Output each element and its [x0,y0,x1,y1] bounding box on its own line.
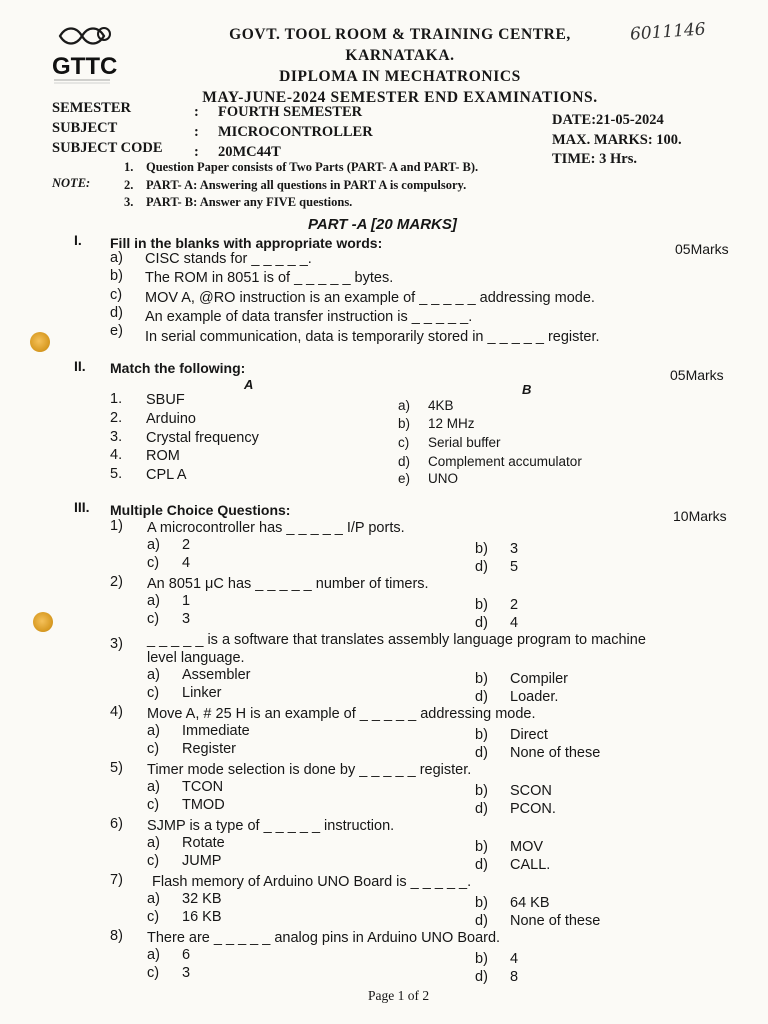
mcq-option-letter: d) [475,801,488,817]
mcq-option-text: CALL. [510,857,551,873]
mcq-question-text: There are _ _ _ _ _ analog pins in Arduino UNO Board. [147,930,501,946]
mcq-option-letter: d) [475,913,488,929]
mcq-option-text: Assembler [182,667,251,683]
fill-letter-c: c) [110,287,123,303]
match-right-text-d: Complement accumulator [428,454,582,469]
punch-hole-top [30,332,50,352]
header-exam: MAY-JUNE-2024 SEMESTER END EXAMINATIONS. [202,89,598,106]
mcq-option-text: 16 KB [182,909,222,925]
mcq-option-text: 64 KB [510,895,550,911]
mcq-number: 7) [110,872,123,888]
note-label: NOTE: [52,176,91,190]
mcq-option-letter: c) [147,685,160,701]
code-label: SUBJECT CODE [52,140,163,156]
exam-time: TIME: 3 Hrs. [552,151,637,167]
fill-letter-d: d) [110,305,123,321]
fill-text-d: An example of data transfer instruction is _ _ _ _ _. [145,309,473,325]
mcq-option-text: 3 [182,965,191,981]
mcq-number: 1) [110,518,123,534]
match-left-text-3: Crystal frequency [146,430,259,446]
mcq-number: 5) [110,760,123,776]
note-num-3: 3. [124,195,134,209]
note-text-1: Question Paper consists of Two Parts (PART- A and PART- B). [146,160,479,174]
header-institute: GOVT. TOOL ROOM & TRAINING CENTRE, [229,26,571,43]
match-right-text-c: Serial buffer [428,435,501,450]
section-1-number: I. [74,232,82,248]
mcq-question-text: A microcontroller has _ _ _ _ _ I/P ports. [147,520,405,536]
mcq-option-text: 32 KB [182,891,222,907]
mcq-option-letter: b) [475,671,488,687]
mcq-option-letter: a) [147,537,160,553]
section-1-title: Fill in the blanks with appropriate words: [110,235,383,251]
mcq-option-text: Register [182,741,236,757]
mcq-option-text: 1 [182,593,191,609]
mcq-option-text: 6 [182,947,191,963]
mcq-option-text: 8 [510,969,519,985]
mcq-question-text: SJMP is a type of _ _ _ _ _ instruction. [147,818,395,834]
mcq-option-text: JUMP [182,853,222,869]
mcq-question-text: Timer mode selection is done by _ _ _ _ _ register. [147,762,472,778]
mcq-question-text: _ _ _ _ _ is a software that translates assembly language program to machine [147,632,646,648]
match-column-a-header: A [244,377,254,392]
mcq-option-text: 3 [182,611,191,627]
mcq-option-letter: a) [147,947,160,963]
match-left-num-3: 3. [110,429,123,445]
note-num-2: 2. [124,178,134,192]
subject-colon: : [194,124,199,140]
note-num-1: 1. [124,160,134,174]
mcq-option-letter: d) [475,689,488,705]
section-2-title: Match the following: [110,360,246,376]
subject-label: SUBJECT [52,120,118,136]
mcq-option-letter: c) [147,965,160,981]
logo-text: GTTC [52,53,118,80]
mcq-option-letter: c) [147,853,160,869]
mcq-option-letter: a) [147,891,160,907]
match-right-letter-e: e) [398,471,411,486]
mcq-option-letter: d) [475,969,488,985]
mcq-option-text: 4 [510,951,519,967]
mcq-option-letter: b) [475,783,488,799]
match-left-num-4: 4. [110,447,123,463]
fill-letter-e: e) [110,323,123,339]
mcq-option-text: TCON [182,779,224,795]
mcq-option-letter: b) [475,597,488,613]
match-left-num-1: 1. [110,391,123,407]
mcq-question-text: Flash memory of Arduino UNO Board is _ _ _ _ _. [152,874,472,890]
match-left-num-5: 5. [110,466,123,482]
mcq-option-text: TMOD [182,797,225,813]
mcq-option-text: MOV [510,839,544,855]
mcq-option-letter: a) [147,835,160,851]
match-left-text-4: ROM [146,448,180,464]
mcq-question-text: An 8051 μC has _ _ _ _ _ number of timers. [147,576,429,592]
match-right-letter-b: b) [398,416,411,431]
match-left-num-2: 2. [110,410,123,426]
header-course: DIPLOMA IN MECHATRONICS [279,68,521,85]
mcq-option-text: Immediate [182,723,250,739]
section-3-number: III. [74,499,90,515]
fill-letter-b: b) [110,268,123,284]
mcq-option-text: 5 [510,559,519,575]
mcq-option-letter: c) [147,555,160,571]
mcq-number: 8) [110,928,123,944]
mcq-option-text: None of these [510,913,601,929]
fill-text-a: CISC stands for _ _ _ _ _. [145,251,312,267]
mcq-option-text: 4 [510,615,519,631]
fill-text-e: In serial communication, data is temporarily stored in _ _ _ _ _ register. [145,329,600,345]
semester-label: SEMESTER [52,100,131,116]
match-left-text-2: Arduino [146,411,196,427]
fill-text-c: MOV A, @RO instruction is an example of _ _ _ _ _ addressing mode. [145,290,595,306]
mcq-option-letter: c) [147,741,160,757]
mcq-number: 3) [110,636,123,652]
page-footer: Page 1 of 2 [368,988,430,1003]
mcq-option-text: 3 [510,541,519,557]
fill-letter-a: a) [110,250,123,266]
mcq-option-letter: c) [147,611,160,627]
mcq-option-text: SCON [510,783,552,799]
mcq-number: 6) [110,816,123,832]
semester-colon: : [194,104,199,120]
match-column-b-header: B [522,382,532,397]
code-value: 20MC44T [218,144,281,160]
mcq-option-letter: c) [147,797,160,813]
note-text-2: PART- A: Answering all questions in PART A is compulsory. [146,178,467,192]
match-right-letter-d: d) [398,454,411,469]
mcq-option-text: PCON. [510,801,556,817]
semester-value: FOURTH SEMESTER [218,104,363,120]
subject-value: MICROCONTROLLER [218,124,373,140]
mcq-number: 2) [110,574,123,590]
mcq-option-text: Compiler [510,671,569,687]
section-2-marks: 05Marks [670,367,724,383]
header-state: KARNATAKA. [345,47,455,64]
mcq-option-letter: b) [475,727,488,743]
mcq-option-letter: b) [475,839,488,855]
mcq-option-letter: c) [147,909,160,925]
mcq-option-letter: b) [475,895,488,911]
match-right-text-a: 4KB [428,398,454,413]
mcq-option-text: 2 [182,537,191,553]
punch-hole-bottom [33,612,53,632]
gttc-logo [44,22,120,92]
exam-date: DATE:21-05-2024 [552,112,664,128]
match-right-letter-c: c) [398,435,410,450]
mcq-option-text: 2 [510,597,519,613]
mcq-option-text: None of these [510,745,601,761]
mcq-option-letter: a) [147,723,160,739]
match-right-text-e: UNO [428,471,458,486]
handwritten-number: 6011146 [629,19,707,45]
mcq-option-letter: d) [475,857,488,873]
code-colon: : [194,144,199,160]
match-left-text-5: CPL A [146,467,187,483]
mcq-option-text: Linker [182,685,222,701]
section-3-title: Multiple Choice Questions: [110,502,291,518]
note-text-3: PART- B: Answer any FIVE questions. [146,195,353,209]
mcq-number: 4) [110,704,123,720]
mcq-option-letter: b) [475,541,488,557]
section-1-marks: 05Marks [675,241,729,257]
mcq-option-letter: d) [475,745,488,761]
mcq-option-text: Rotate [182,835,225,851]
mcq-question-text: Move A, # 25 H is an example of _ _ _ _ _ addressing mode. [147,706,536,722]
mcq-option-letter: d) [475,615,488,631]
max-marks: MAX. MARKS: 100. [552,132,682,148]
section-3-marks: 10Marks [673,508,727,524]
match-left-text-1: SBUF [146,392,185,408]
mcq-option-letter: b) [475,951,488,967]
mcq-option-text: Direct [510,727,548,743]
mcq-option-letter: a) [147,779,160,795]
match-right-letter-a: a) [398,398,411,413]
mcq-option-text: Loader. [510,689,559,705]
mcq-question-text-continued: level language. [147,650,245,666]
mcq-option-letter: a) [147,667,160,683]
section-2-number: II. [74,358,86,374]
mcq-option-text: 4 [182,555,191,571]
fill-text-b: The ROM in 8051 is of _ _ _ _ _ bytes. [145,270,394,286]
part-a-title: PART -A [20 MARKS] [308,216,457,233]
mcq-option-letter: d) [475,559,488,575]
match-right-text-b: 12 MHz [428,416,475,431]
mcq-option-letter: a) [147,593,160,609]
